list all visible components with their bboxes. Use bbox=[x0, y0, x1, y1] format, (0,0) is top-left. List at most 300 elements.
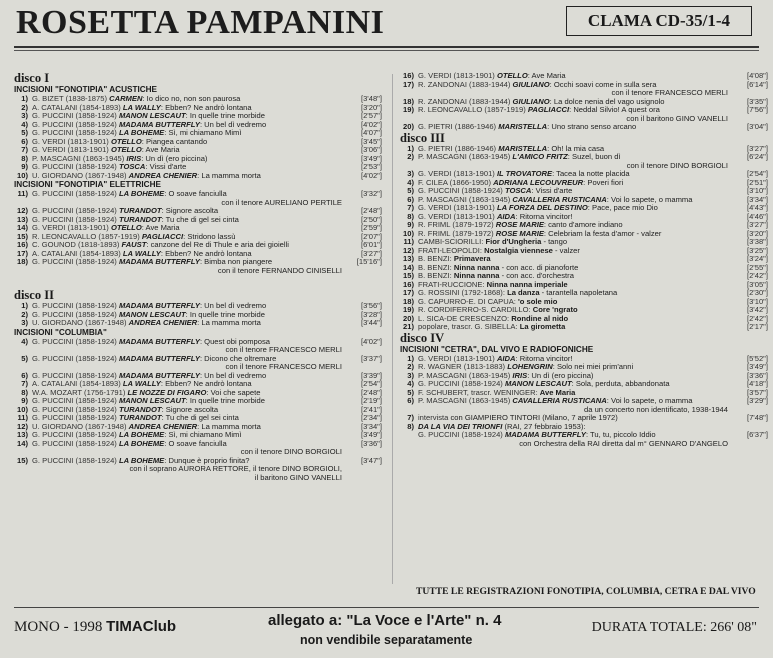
track-number: 17) bbox=[403, 80, 414, 89]
work-title: TOSCA bbox=[118, 163, 146, 171]
track-duration: [3'44"] bbox=[360, 319, 382, 327]
track-description: : Signore ascolta bbox=[161, 207, 219, 215]
composer: G. ROSSINI (1792-1868): bbox=[418, 289, 508, 297]
work-title: MARISTELLA bbox=[498, 123, 548, 131]
track-description: : La dolce nenia del vago usignolo bbox=[549, 97, 665, 106]
composer: U. GIORDANO (1867-1948) bbox=[32, 319, 129, 327]
track-number: 15) bbox=[17, 232, 28, 241]
composer: F. CILEA (1866-1950) bbox=[418, 178, 494, 187]
track-duration: [4'46"] bbox=[746, 212, 768, 221]
track-description: : Vissi d'arte bbox=[145, 163, 187, 171]
work-title: MANON LESCAUT bbox=[504, 380, 572, 388]
track-row bbox=[14, 155, 382, 164]
header bbox=[0, 0, 773, 62]
track-number: 7) bbox=[407, 414, 414, 422]
track-number: 12) bbox=[17, 422, 28, 431]
work-title: CAVALLERIA RUSTICANA bbox=[512, 195, 607, 204]
track-duration: [2'54"] bbox=[360, 380, 382, 388]
track-number: 17) bbox=[403, 289, 414, 297]
track-description: : Ebben? Ne andrò lontana bbox=[160, 249, 252, 258]
column-divider bbox=[392, 74, 393, 584]
track-number: 2) bbox=[21, 310, 28, 319]
track-duration: [2'30"] bbox=[746, 289, 768, 297]
track-row bbox=[14, 319, 382, 328]
track-row bbox=[14, 146, 382, 155]
piece-title: Ninna nanna bbox=[453, 272, 500, 280]
track-performers: da un concerto non identificato, 1938-1944 bbox=[584, 404, 728, 414]
track-duration: [6'24"] bbox=[746, 153, 768, 161]
track-duration: [2'54"] bbox=[746, 170, 768, 178]
work-title: GIULIANO bbox=[512, 80, 550, 89]
track-number: 11) bbox=[403, 238, 414, 246]
track-description: : Neddal Silvio! A quest ora bbox=[569, 106, 660, 114]
composer: G. PUCCINI (1858-1924) bbox=[32, 163, 119, 171]
composer: G. VERDI (1813-1901) bbox=[32, 224, 111, 232]
track-row bbox=[14, 406, 382, 415]
work-title: ROSE MARIE bbox=[495, 229, 544, 238]
track-performers: con il tenore DINO BORGIOLI bbox=[240, 447, 342, 456]
track-description: : Ebben? Ne andrò lontana bbox=[160, 103, 252, 112]
work-title: OTELLO bbox=[496, 72, 528, 80]
track-duration: [3'06"] bbox=[360, 146, 382, 154]
track-description: : Un bel dì vedremo bbox=[199, 371, 267, 380]
track-description: : canzone del Re di Thule e aria dei gioielli bbox=[146, 241, 289, 249]
track-row bbox=[14, 311, 382, 320]
section-heading: INCISIONI "FONOTIPIA" ACUSTICHE bbox=[14, 85, 158, 94]
track-number: 4) bbox=[21, 120, 28, 129]
composer: L. SICA-DE CRESCENZO: bbox=[418, 314, 512, 323]
track-description: : Ritorna vincitor! bbox=[515, 212, 573, 221]
work-title: MADAMA BUTTERFLY bbox=[118, 371, 200, 380]
track-number: 11) bbox=[17, 414, 28, 422]
composer: G. PUCCINI (1858-1924) bbox=[32, 207, 119, 215]
composer: R. FRIML (1879-1972) bbox=[418, 229, 496, 238]
track-row bbox=[400, 306, 768, 315]
composer: G. PUCCINI (1858-1924) bbox=[32, 439, 119, 448]
track-duration: [3'36"] bbox=[360, 439, 382, 448]
track-duration: [4'07"] bbox=[360, 129, 382, 137]
track-number: 16) bbox=[17, 241, 28, 249]
work-title: PAGLIACCI bbox=[141, 232, 184, 241]
track-duration: [2'57"] bbox=[360, 112, 382, 120]
track-number: 4) bbox=[21, 337, 28, 346]
work-title: MADAMA BUTTERFLY bbox=[118, 337, 200, 346]
composer: C. GOUNOD (1818-1893) bbox=[32, 241, 122, 249]
composer: G. CAPURRO-E. DI CAPUA: bbox=[418, 297, 518, 306]
track-row bbox=[14, 423, 382, 432]
track-description: : Poveri fiori bbox=[583, 178, 624, 187]
track-row bbox=[400, 272, 768, 281]
track-number: 16) bbox=[403, 280, 414, 289]
track-performers: con il baritono GINO VANELLI bbox=[626, 113, 728, 123]
track-description: : Ave Maria bbox=[141, 224, 180, 232]
track-number: 13) bbox=[403, 255, 414, 263]
track-row bbox=[400, 363, 768, 372]
track-duration: [7'48"] bbox=[746, 414, 768, 422]
track-duration: [2'53"] bbox=[360, 163, 382, 171]
track-description: - tarantella napoletana bbox=[539, 289, 618, 297]
track-description: : Ave Maria bbox=[141, 146, 180, 154]
composer: U. GIORDANO (1867-1948) bbox=[32, 422, 129, 431]
composer: G. BIZET (1838-1875) bbox=[32, 95, 110, 103]
track-row bbox=[14, 380, 382, 389]
track-row bbox=[14, 457, 382, 483]
work-title: LA BOHEME bbox=[118, 190, 165, 198]
track-description: : Suzel, buon dì bbox=[567, 153, 621, 161]
track-description: : La mamma morta bbox=[197, 422, 261, 431]
track-row bbox=[400, 315, 768, 324]
track-row bbox=[14, 190, 382, 207]
track-number: 17) bbox=[17, 249, 28, 258]
work-title: LA WALLY bbox=[122, 103, 161, 112]
work-title: LE NOZZE DI FIGARO bbox=[127, 388, 207, 397]
track-performers: il baritono GINO VANELLI bbox=[254, 472, 342, 482]
header-rule-thin bbox=[14, 50, 759, 51]
composer: P. MASCAGNI (1863-1945) bbox=[418, 397, 513, 405]
track-row bbox=[400, 372, 768, 381]
composer: A. CATALANI (1854-1893) bbox=[32, 380, 123, 388]
track-performers: con il tenore FRANCESCO MERLI bbox=[225, 362, 342, 371]
work-title: PAGLIACCI bbox=[527, 106, 570, 114]
track-number: 18) bbox=[403, 297, 414, 306]
track-description: : Un bel dì vedremo bbox=[199, 120, 267, 129]
track-description: : Dunque è proprio finita? bbox=[164, 456, 250, 465]
composer: W.A. MOZART (1756-1791) bbox=[32, 388, 128, 397]
work-title: MADAMA BUTTERFLY bbox=[118, 258, 200, 266]
track-performers: con Orchestra della RAI diretta dal m° GENNARO D'ANGELO bbox=[519, 438, 728, 448]
track-row bbox=[14, 172, 382, 181]
left-column bbox=[14, 72, 382, 482]
disc-label: disco III bbox=[400, 130, 445, 145]
track-duration: [15'16"] bbox=[356, 258, 382, 266]
composer: P. MASCAGNI (1863-1945) bbox=[32, 154, 127, 163]
track-row bbox=[400, 145, 768, 154]
track-number: 3) bbox=[21, 112, 28, 120]
composer: G. PUCCINI (1858-1924) bbox=[32, 414, 119, 422]
composer: P. MASCAGNI (1863-1945) bbox=[418, 371, 513, 380]
track-number: 14) bbox=[17, 439, 28, 448]
track-duration: [3'37"] bbox=[360, 354, 382, 363]
work-title: MADAMA BUTTERFLY bbox=[118, 302, 200, 310]
composer: G. VERDI (1813-1901) bbox=[418, 354, 497, 363]
track-description: con GIAMPIERO TINTORI (Milano, 7 aprile 1972) bbox=[450, 414, 618, 422]
work-title: OTELLO bbox=[110, 224, 142, 232]
work-title: TURANDOT bbox=[118, 414, 162, 422]
composer: P. MASCAGNI (1863-1945) bbox=[418, 153, 513, 161]
work-title: MANON LESCAUT bbox=[118, 310, 186, 319]
track-description: : Ritorna vincitor! bbox=[515, 354, 573, 363]
composer: G. VERDI (1813-1901) bbox=[418, 212, 497, 221]
composer: FRATI-LEOPOLDI: bbox=[418, 246, 485, 255]
track-duration: [3'27"] bbox=[746, 144, 768, 153]
track-number: 8) bbox=[407, 212, 414, 221]
composer: G. PUCCINI (1858-1924) bbox=[32, 431, 119, 439]
track-number: 10) bbox=[403, 229, 414, 238]
track-row bbox=[400, 355, 768, 364]
composer: G. PUCCINI (1858-1924) bbox=[32, 405, 119, 414]
track-number: 8) bbox=[21, 154, 28, 163]
track-duration: [3'10"] bbox=[746, 187, 768, 195]
work-title: FAUST bbox=[121, 241, 147, 249]
track-duration: [2'55"] bbox=[746, 263, 768, 272]
track-row bbox=[14, 302, 382, 311]
track-number: 9) bbox=[21, 163, 28, 171]
track-number: 5) bbox=[21, 129, 28, 137]
composer: G. PUCCINI (1858-1924) bbox=[418, 380, 505, 388]
track-number: 18) bbox=[403, 97, 414, 106]
track-description: : Tacea la notte placida bbox=[552, 170, 630, 178]
track-number: 19) bbox=[403, 306, 414, 314]
track-duration: [3'45"] bbox=[360, 137, 382, 146]
track-number: 19) bbox=[403, 106, 414, 114]
work-title: L'AMICO FRITZ bbox=[512, 153, 568, 161]
track-description: - con acc. di pianoforte bbox=[499, 263, 579, 272]
track-duration: [4'02"] bbox=[360, 120, 382, 129]
track-number: 14) bbox=[17, 224, 28, 232]
track-duration: [3'34"] bbox=[746, 195, 768, 204]
track-duration: [4'18"] bbox=[746, 380, 768, 388]
track-duration: [3'49"] bbox=[360, 154, 382, 163]
track-row bbox=[400, 81, 768, 98]
track-description: : Sì, mi chiamano Mimì bbox=[164, 129, 242, 137]
track-number: 14) bbox=[403, 263, 414, 272]
track-description: : Sola, perduta, abbandonata bbox=[571, 380, 670, 388]
work-title: CARMEN bbox=[109, 95, 143, 103]
track-description: : Voi lo sapete, o mamma bbox=[606, 397, 693, 405]
track-description: : Ebben? Ne andrò lontana bbox=[160, 380, 252, 388]
track-duration: [3'42"] bbox=[746, 306, 768, 314]
track-number: 2) bbox=[21, 103, 28, 112]
track-row bbox=[400, 389, 768, 398]
track-duration: [2'07"] bbox=[360, 232, 382, 241]
allegato-text: allegato a: "La Voce e l'Arte" n. 4 bbox=[268, 612, 502, 629]
page-title: ROSETTA PAMPANINI bbox=[16, 4, 385, 41]
piece-title: Rondine al nido bbox=[511, 314, 569, 323]
track-row bbox=[14, 431, 382, 440]
track-duration: [3'27"] bbox=[360, 249, 382, 258]
label-name: TIMAClub bbox=[106, 618, 177, 635]
track-description: : Tu, tu, piccolo Iddio bbox=[585, 431, 656, 439]
track-row bbox=[14, 129, 382, 138]
track-row bbox=[14, 258, 382, 275]
work-title: MADAMA BUTTERFLY bbox=[504, 431, 586, 439]
piece-title: Ninna nanna imperiale bbox=[486, 280, 568, 289]
track-row bbox=[14, 414, 382, 423]
composer: G. PUCCINI (1858-1924) bbox=[32, 371, 119, 380]
section-heading: INCISIONI "COLUMBIA" bbox=[14, 327, 107, 337]
composer: R. WAGNER (1813-1883) bbox=[418, 363, 508, 371]
track-row bbox=[400, 196, 768, 205]
work-title: ROSE MARIE bbox=[495, 221, 544, 229]
work-title: AIDA bbox=[496, 354, 516, 363]
track-description: : Un dì (ero piccina) bbox=[527, 371, 594, 380]
track-number: 12) bbox=[17, 207, 28, 215]
track-row bbox=[400, 298, 768, 307]
track-number: 9) bbox=[21, 397, 28, 405]
track-row bbox=[14, 250, 382, 259]
work-title: TURANDOT bbox=[118, 207, 162, 215]
track-row bbox=[400, 204, 768, 213]
work-title: IL TROVATORE bbox=[496, 170, 553, 178]
track-number: 3) bbox=[407, 371, 414, 380]
track-number: 7) bbox=[407, 204, 414, 212]
track-duration: [2'42"] bbox=[746, 314, 768, 323]
composer: G. PUCCINI (1858-1924) bbox=[32, 354, 119, 363]
composer: G. PUCCINI (1858-1924) bbox=[32, 310, 119, 319]
track-duration: [4'43"] bbox=[746, 204, 768, 212]
track-number: 5) bbox=[407, 388, 414, 397]
track-description: : Vissi d'arte bbox=[531, 187, 573, 195]
track-row bbox=[400, 98, 768, 107]
track-number: 8) bbox=[407, 422, 414, 431]
catalog-number: CLAMA CD-35/1-4 bbox=[566, 6, 752, 36]
track-description: : In quelle trine morbide bbox=[185, 397, 265, 405]
composer: popolare, trascr. G. SIBELLA: bbox=[418, 323, 520, 331]
section-heading: INCISIONI "FONOTIPIA" ELETTRICHE bbox=[14, 180, 161, 189]
work-title: ANDREA CHENIER bbox=[128, 319, 198, 327]
track-row bbox=[14, 355, 382, 372]
composer: R. LEONCAVALLO (1857-1919) bbox=[32, 232, 142, 241]
composer: G. VERDI (1813-1901) bbox=[418, 170, 497, 178]
track-duration: [3'20"] bbox=[360, 103, 382, 112]
track-duration: [3'04"] bbox=[746, 123, 768, 131]
track-row bbox=[400, 187, 768, 196]
disc-label: disco II bbox=[14, 288, 54, 302]
composer: G. PUCCINI (1858-1924) bbox=[32, 302, 119, 310]
composer: G. PUCCINI (1858-1924) bbox=[418, 187, 505, 195]
composer: intervista bbox=[418, 414, 451, 422]
track-row bbox=[400, 264, 768, 273]
track-description: - valzer bbox=[552, 246, 580, 255]
track-number: 20) bbox=[403, 123, 414, 131]
track-duration: [3'57"] bbox=[746, 388, 768, 397]
track-duration: [3'49"] bbox=[360, 431, 382, 439]
track-number: 8) bbox=[21, 388, 28, 397]
track-description: : Pace, pace mio Dio bbox=[587, 204, 658, 212]
right-column bbox=[400, 72, 768, 448]
track-duration: [2'50"] bbox=[360, 215, 382, 224]
track-row bbox=[14, 104, 382, 113]
track-description: : Tu che di gel sei cinta bbox=[161, 215, 239, 224]
track-duration: [3'25"] bbox=[746, 246, 768, 255]
track-number: 2) bbox=[407, 363, 414, 371]
track-row bbox=[14, 121, 382, 130]
work-title: ANDREA CHENIER bbox=[128, 171, 198, 180]
composer: G. PUCCINI (1858-1924) bbox=[32, 112, 119, 120]
composer: G. VERDI (1813-1901) bbox=[32, 146, 111, 154]
track-duration: [3'56"] bbox=[360, 302, 382, 310]
composer: G. PIETRI (1886-1946) bbox=[418, 123, 499, 131]
track-number: 7) bbox=[21, 146, 28, 154]
track-row bbox=[14, 389, 382, 398]
piece-title: Core 'ngrato bbox=[532, 306, 578, 314]
track-number: 9) bbox=[407, 221, 414, 229]
track-description: : Un bel dì vedremo bbox=[199, 302, 267, 310]
track-duration: [3'32"] bbox=[360, 190, 382, 198]
disc-label: disco I bbox=[14, 71, 50, 85]
track-description: : La mamma morta bbox=[197, 319, 261, 327]
track-row bbox=[400, 213, 768, 222]
track-number: 15) bbox=[17, 456, 28, 465]
section-heading: INCISIONI "CETRA", DAL VIVO E RADIOFONICHE bbox=[400, 344, 594, 354]
track-row bbox=[14, 338, 382, 355]
piece-title: La danza bbox=[507, 289, 540, 297]
track-row bbox=[400, 289, 768, 298]
track-duration: [3'38"] bbox=[746, 238, 768, 246]
track-number: 10) bbox=[17, 405, 28, 414]
composer: A. CATALANI (1854-1893) bbox=[32, 103, 123, 112]
piece-title: Primavera bbox=[453, 255, 491, 263]
track-number: 6) bbox=[407, 195, 414, 204]
track-row bbox=[400, 323, 768, 332]
track-duration: [2'48"] bbox=[360, 207, 382, 215]
track-performers: con il tenore FRANCESCO MERLI bbox=[225, 345, 342, 354]
track-row bbox=[400, 238, 768, 247]
track-duration: [3'10"] bbox=[746, 297, 768, 306]
track-row bbox=[400, 281, 768, 290]
track-row bbox=[400, 414, 768, 423]
track-number: 3) bbox=[407, 170, 414, 178]
track-description: : canto d'amore indiano bbox=[543, 221, 623, 229]
track-row bbox=[14, 95, 382, 104]
track-number: 4) bbox=[407, 380, 414, 388]
composer: G. PUCCINI (1858-1924) bbox=[32, 215, 119, 224]
track-row bbox=[14, 163, 382, 172]
work-title: TURANDOT bbox=[118, 215, 162, 224]
track-number: 20) bbox=[403, 314, 414, 323]
track-description: : Uno strano senso arcano bbox=[547, 123, 637, 131]
piece-title: Nostalgia viennese bbox=[484, 246, 553, 255]
composer: G. PUCCINI (1858-1924) bbox=[32, 337, 119, 346]
track-description: : Celebriam la festa d'amor - valzer bbox=[543, 229, 662, 238]
track-number: 21) bbox=[403, 323, 414, 331]
header-rule bbox=[14, 46, 759, 48]
total-duration: DURATA TOTALE: 266' 08" bbox=[591, 620, 757, 635]
track-number: 6) bbox=[407, 397, 414, 405]
composer: F. SCHUBERT, trascr. WENINGER: bbox=[418, 388, 540, 397]
composer: A. CATALANI (1854-1893) bbox=[32, 249, 123, 258]
track-duration: [3'47"] bbox=[360, 456, 382, 465]
track-description: : Solo nei miei prim'anni bbox=[552, 363, 634, 371]
track-row bbox=[400, 221, 768, 230]
track-description: - tango bbox=[541, 238, 568, 246]
track-row bbox=[14, 241, 382, 250]
work-title: IRIS bbox=[512, 371, 528, 380]
track-row bbox=[400, 431, 768, 448]
work-title: IRIS bbox=[126, 154, 142, 163]
work-title: MADAMA BUTTERFLY bbox=[118, 354, 200, 363]
composer: R. ZANDONAI (1883-1944) bbox=[418, 80, 513, 89]
work-title: LA FORZA DEL DESTINO bbox=[496, 204, 588, 212]
work-title: DA LA VIA DEI TRIONFI bbox=[418, 422, 503, 431]
work-title: LA BOHEME bbox=[118, 439, 165, 448]
not-for-sale-text: non vendibile separatamente bbox=[300, 633, 473, 647]
track-description: : In quelle trine morbide bbox=[185, 112, 265, 120]
track-duration: [3'05"] bbox=[746, 280, 768, 289]
work-title: ANDREA CHENIER bbox=[128, 422, 198, 431]
work-title: MANON LESCAUT bbox=[118, 112, 186, 120]
track-duration: [2'51"] bbox=[746, 178, 768, 187]
track-duration: [2'34"] bbox=[360, 414, 382, 422]
track-row bbox=[14, 233, 382, 242]
track-duration: [3'24"] bbox=[746, 255, 768, 263]
track-description: : Un dì (ero piccina) bbox=[141, 154, 208, 163]
track-description: : Tu che di gel sei cinta bbox=[161, 414, 239, 422]
track-row bbox=[400, 230, 768, 239]
track-number: 1) bbox=[407, 354, 414, 363]
track-duration: [7'56"] bbox=[746, 106, 768, 114]
track-description: : Voi che sapete bbox=[206, 388, 261, 397]
